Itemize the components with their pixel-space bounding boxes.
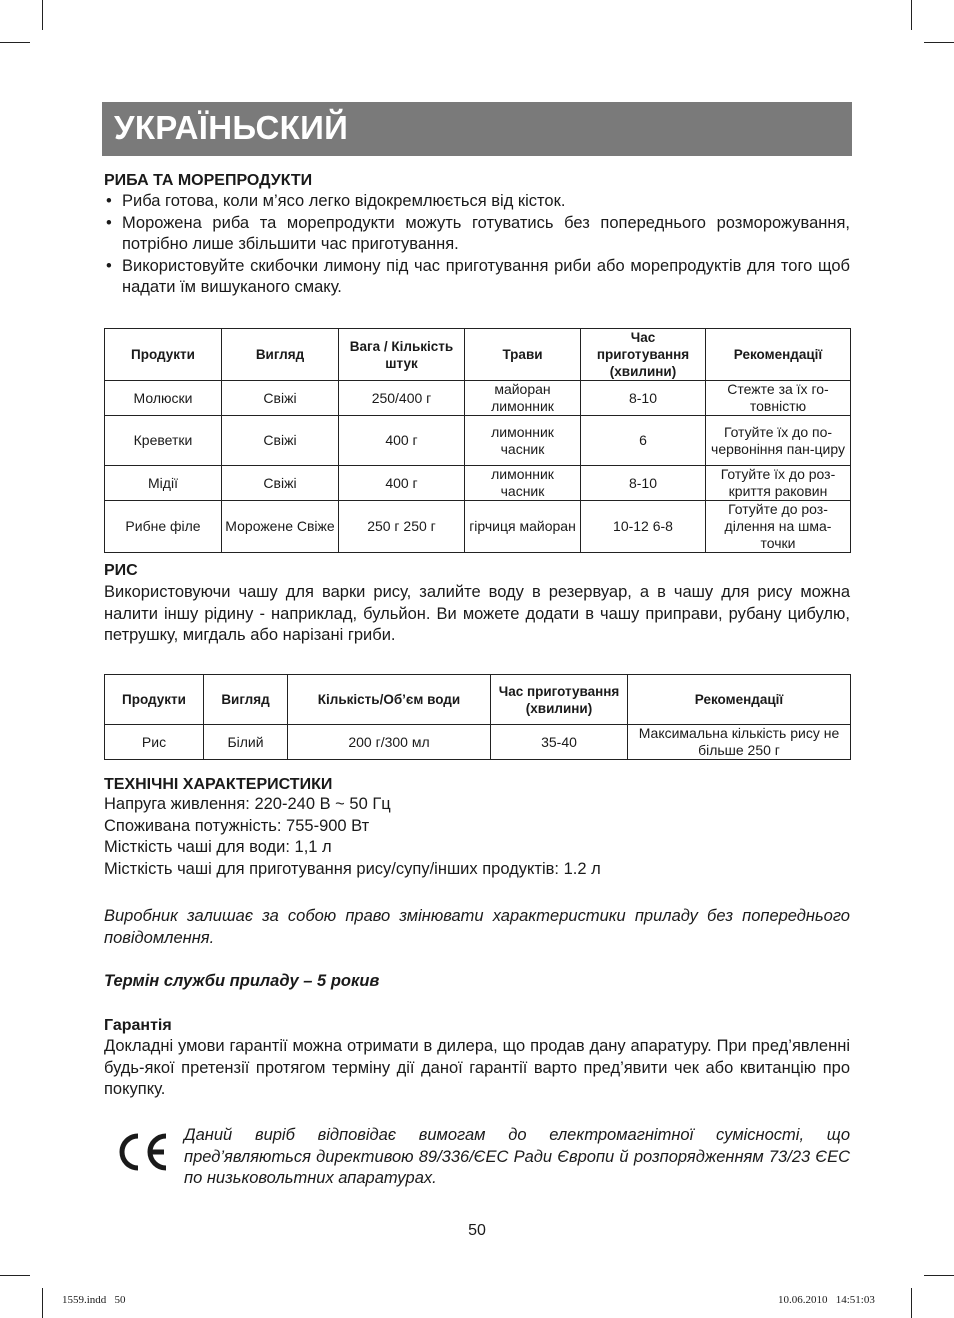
table-row xyxy=(105,466,851,501)
table-row xyxy=(105,725,851,760)
table-cell: 250 г 250 г xyxy=(339,501,465,553)
notice-section xyxy=(104,906,850,949)
column-header: Продукти xyxy=(105,675,204,725)
list-item: • Використовуйте скибочки лимону під час приготування риби або морепродуктів для того щоб надати їм вишуканого смаку. xyxy=(106,256,850,296)
table-row xyxy=(105,501,851,553)
crop-mark xyxy=(911,1288,912,1318)
table-cell: лимонник часник xyxy=(465,466,581,501)
warranty-text: Докладні умови гарантії можна отримати в дилера, що продав дану апаратуру. При пред’явленні будь-якої претензії протягом терміну дії даної гарантії варто пред’явити чек або квитанцію про покупку. xyxy=(104,1037,850,1098)
table-cell: Морожене Свіже xyxy=(222,501,339,553)
table-cell: Готуйте їх до по-червоніння пан-циру xyxy=(706,416,851,466)
table-header-row xyxy=(105,675,851,725)
warranty-section xyxy=(104,1017,850,1101)
column-header: Рекомендації xyxy=(706,329,851,381)
table-cell: 8-10 xyxy=(581,466,706,501)
column-header: Вигляд xyxy=(204,675,288,725)
table-cell: Стежте за їх го-товністю xyxy=(706,381,851,416)
column-header: Рекомендації xyxy=(628,675,851,725)
table-cell: Білий xyxy=(204,725,288,760)
column-header: Кількість/Об’єм води xyxy=(288,675,491,725)
bullet-icon: • xyxy=(106,256,112,275)
column-header: Час приготування (хвилини) xyxy=(491,675,628,725)
bullet-icon: • xyxy=(106,192,112,210)
ce-section xyxy=(184,1125,850,1190)
table-cell: 400 г xyxy=(339,466,465,501)
column-header: Трави xyxy=(465,329,581,381)
table-cell: 35-40 xyxy=(491,725,628,760)
specs-section xyxy=(104,776,850,880)
table-cell: Рис xyxy=(105,725,204,760)
table-cell: Готуйте до роз-ділення на шма-точки xyxy=(706,501,851,553)
bullet-icon: • xyxy=(106,213,112,232)
rice-heading: РИС xyxy=(104,562,138,579)
service-life: Термін служби приладу – 5 рокив xyxy=(104,972,380,990)
table-cell: 200 г/300 мл xyxy=(288,725,491,760)
table-header-row xyxy=(105,329,851,381)
spec-line: Напруга живлення: 220-240 В ~ 50 Гц xyxy=(104,795,391,813)
crop-mark xyxy=(924,1275,954,1276)
crop-mark xyxy=(0,1275,30,1276)
ce-compliance-text: Даний виріб відповідає вимогам до електромагнітної сумісності, що пред’являються директивою 89/336/ЄЕС Ради Європи й розпорядженням 73/23 ЄЕС по низьковольтних апаратурах. xyxy=(184,1126,850,1187)
crop-mark xyxy=(42,1288,43,1318)
crop-mark xyxy=(924,42,954,43)
table-cell: Свіжі xyxy=(222,466,339,501)
spec-line: Місткість чаші для води: 1,1 л xyxy=(104,838,332,856)
service-life-section xyxy=(104,971,850,993)
seafood-table xyxy=(104,328,851,553)
table-cell: майоран лимонник xyxy=(465,381,581,416)
column-header: Вага / Кількість штук xyxy=(339,329,465,381)
table-cell: 6 xyxy=(581,416,706,466)
table-cell: Рибне філе xyxy=(105,501,222,553)
page-number: 50 xyxy=(468,1222,486,1239)
column-header: Час приготування (хвилини) xyxy=(581,329,706,381)
table-cell: Максимальна кількість рису не більше 250 г xyxy=(628,725,851,760)
table-cell: Молюски xyxy=(105,381,222,416)
rice-table xyxy=(104,674,851,760)
fish-heading: РИБА ТА МОРЕПРОДУКТИ xyxy=(104,172,313,189)
column-header: Вигляд xyxy=(222,329,339,381)
rice-section xyxy=(104,562,850,647)
specs-heading: ТЕХНІЧНІ ХАРАКТЕРИСТИКИ xyxy=(104,776,333,793)
spec-line: Місткість чаші для приготування рису/супу/інших продуктів: 1.2 л xyxy=(104,859,601,878)
spec-line: Споживана потужність: 755-900 Вт xyxy=(104,816,370,835)
table-cell: Мідії xyxy=(105,466,222,501)
language-header-bar xyxy=(102,102,852,156)
table-row xyxy=(105,416,851,466)
crop-mark xyxy=(0,42,30,43)
column-header: Продукти xyxy=(105,329,222,381)
warranty-heading: Гарантія xyxy=(104,1017,172,1034)
footer-timestamp: 10.06.2010 14:51:03 xyxy=(778,1294,875,1306)
table-cell: лимонник часник xyxy=(465,416,581,466)
table-cell: Свіжі xyxy=(222,416,339,466)
table-cell: Свіжі xyxy=(222,381,339,416)
crop-mark xyxy=(911,0,912,30)
fish-bullet-list xyxy=(104,191,850,299)
table-row xyxy=(105,381,851,416)
table-cell: гірчиця майоран xyxy=(465,501,581,553)
table-cell: 400 г xyxy=(339,416,465,466)
crop-mark xyxy=(42,0,43,30)
table-cell: 250/400 г xyxy=(339,381,465,416)
list-item: • Морожена риба та морепродукти можуть готуватись без попереднього розморожування, потрібно лише збільшити час приготування. xyxy=(106,213,850,253)
table-cell: Креветки xyxy=(105,416,222,466)
list-item: • Риба готова, коли м’ясо легко відокремлюється від кісток. xyxy=(104,191,850,213)
fish-section xyxy=(104,172,850,299)
footer-file: 1559.indd 50 xyxy=(62,1294,126,1306)
ce-icon xyxy=(116,1130,172,1174)
language-title: УКРАЇНЬСКИЙ xyxy=(114,109,349,146)
table-cell: 8-10 xyxy=(581,381,706,416)
rice-text: Використовуючи чашу для варки рису, залийте воду в резервуар, а в чашу для рису можна налити іншу рідину - наприклад, бульйон. Ви можете додати в чашу приправи, рубану цибулю, петрушку, мигдаль або нарізані гриби. xyxy=(104,583,850,644)
manufacturer-notice: Виробник залишає за собою право змінювати характеристики приладу без попереднього повідомлення. xyxy=(104,907,850,947)
table-cell: 10-12 6-8 xyxy=(581,501,706,553)
table-cell: Готуйте їх до роз-криття раковин xyxy=(706,466,851,501)
